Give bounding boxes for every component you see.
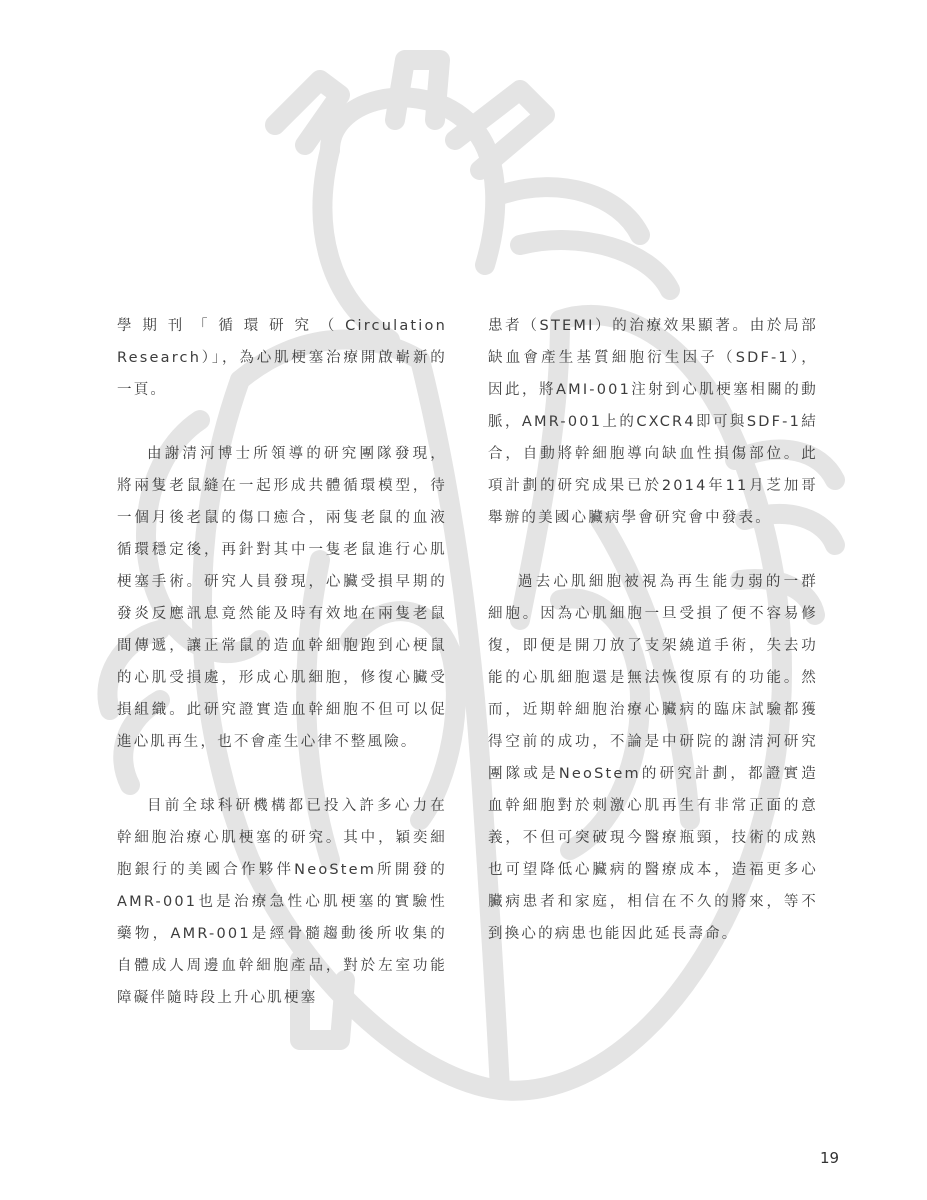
paragraph-right-1: 患者（STEMI）的治療效果顯著。由於局部缺血會產生基質細胞衍生因子（SDF-1），因此，將AMI-001注射到心肌梗塞相關的動脈，AMR-001上的CXCR4即可與SDF-1結合，自動將幹細胞導向缺血性損傷部位。此項計劃的研究成果已於2014年11月芝加哥舉辦的美國心臟病學會研究會中發表。 <box>488 318 818 526</box>
paragraph-right-2: 過去心肌細胞被視為再生能力弱的一群細胞。因為心肌細胞一旦受損了便不容易修復，即便是開刀放了支架繞道手術，失去功能的心肌細胞還是無法恢復原有的功能。然而，近期幹細胞治療心臟病的臨床試驗都獲得空前的成功，不論是中研院的謝清河研究團隊或是NeoStem的研究計劃，都證實造血幹細胞對於刺激心肌再生有非常正面的意義，不但可突破現今醫療瓶頸，技術的成熟也可望降低心臟病的醫療成本，造福更多心臟病患者和家庭，相信在不久的將來，等不到換心的病患也能因此延長壽命。 <box>488 574 818 942</box>
page-number: 19 <box>820 1149 840 1167</box>
paragraph-left-3: 目前全球科研機構都已投入許多心力在幹細胞治療心肌梗塞的研究。其中，穎奕細胞銀行的美國合作夥伴NeoStem所開發的AMR-001也是治療急性心肌梗塞的實驗性藥物，AMR-001是經骨髓趨動後所收集的自體成人周邊血幹細胞產品，對於左室功能障礙伴隨時段上升心肌梗塞 <box>117 798 447 1006</box>
paragraph-left-1: 學期刊「循環研究（Circulation Research）」，為心肌梗塞治療開啟嶄新的一頁。 <box>117 318 447 398</box>
paragraph-left-2: 由謝清河博士所領導的研究團隊發現，將兩隻老鼠縫在一起形成共體循環模型，待一個月後老鼠的傷口癒合，兩隻老鼠的血液循環穩定後，再針對其中一隻老鼠進行心肌梗塞手術。研究人員發現，心臟受損早期的發炎反應訊息竟然能及時有效地在兩隻老鼠間傳遞，讓正常鼠的造血幹細胞跑到心梗鼠的心肌受損處，形成心肌細胞，修復心臟受損組織。此研究證實造血幹細胞不但可以促進心肌再生，也不會產生心律不整風險。 <box>117 446 447 750</box>
right-text-column <box>488 310 818 950</box>
left-text-column <box>117 310 447 1014</box>
